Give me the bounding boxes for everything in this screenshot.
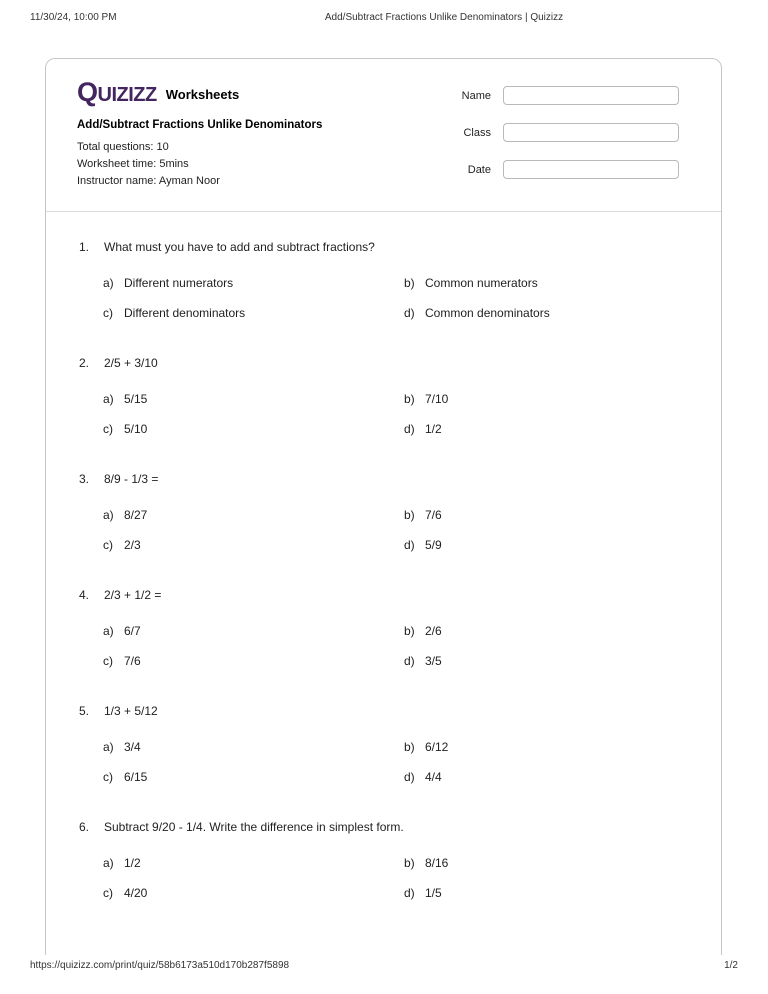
- option-letter: b): [404, 508, 415, 522]
- question-options: [103, 392, 691, 436]
- class-field-row: [443, 123, 691, 142]
- option-text: 3/4: [124, 740, 141, 754]
- print-datetime: 11/30/24, 10:00 PM: [30, 12, 117, 23]
- option-letter: d): [404, 538, 415, 552]
- question-options: [103, 276, 691, 320]
- worksheet-header: [46, 59, 721, 212]
- answer-option: [404, 508, 691, 522]
- option-letter: a): [103, 508, 114, 522]
- option-letter: d): [404, 654, 415, 668]
- option-letter: c): [103, 306, 113, 320]
- date-input[interactable]: [503, 160, 679, 179]
- answer-option: [103, 654, 404, 668]
- question-text: 8/9 - 1/3 =: [104, 472, 159, 486]
- question-options: [103, 856, 691, 900]
- question-line: [79, 356, 691, 370]
- option-text: Different denominators: [124, 306, 246, 320]
- answer-option: [103, 740, 404, 754]
- answer-option: [404, 276, 691, 290]
- answer-option: [404, 654, 691, 668]
- option-text: 1/2: [425, 422, 442, 436]
- print-document-title: Add/Subtract Fractions Unlike Denominators | Quizizz: [324, 12, 564, 23]
- answer-option: [103, 276, 404, 290]
- option-text: 1/5: [425, 886, 442, 900]
- answer-option: [103, 306, 404, 320]
- question-text: 1/3 + 5/12: [104, 704, 158, 718]
- answer-option: [404, 306, 691, 320]
- worksheet-title: Add/Subtract Fractions Unlike Denominators: [77, 119, 323, 131]
- question-block: [79, 356, 691, 436]
- name-field-row: [443, 86, 691, 105]
- question-options: [103, 508, 691, 552]
- option-letter: b): [404, 276, 415, 290]
- option-letter: c): [103, 538, 113, 552]
- question-text: 2/3 + 1/2 =: [104, 588, 162, 602]
- name-input[interactable]: [503, 86, 679, 105]
- worksheet-total-questions: Total questions: 10: [77, 141, 169, 153]
- question-line: [79, 820, 691, 834]
- answer-option: [404, 770, 691, 784]
- question-number: 1.: [79, 240, 90, 254]
- date-field-label: Date: [467, 163, 491, 176]
- option-text: 7/10: [425, 392, 449, 406]
- quizizz-logo-q: Q: [77, 77, 98, 107]
- question-line: [79, 240, 691, 254]
- option-text: 1/2: [124, 856, 141, 870]
- answer-option: [404, 422, 691, 436]
- option-text: 6/12: [425, 740, 449, 754]
- option-letter: b): [404, 624, 415, 638]
- option-letter: a): [103, 392, 114, 406]
- option-text: Common denominators: [425, 306, 550, 320]
- question-options: [103, 624, 691, 668]
- option-text: 4/20: [124, 886, 148, 900]
- answer-option: [404, 886, 691, 900]
- question-number: 4.: [79, 588, 90, 602]
- answer-option: [404, 624, 691, 638]
- question-line: [79, 704, 691, 718]
- answer-option: [103, 886, 404, 900]
- print-header: [0, 12, 768, 28]
- option-text: 5/15: [124, 392, 148, 406]
- option-text: 2/3: [124, 538, 141, 552]
- class-field-label: Class: [463, 126, 491, 139]
- question-number: 3.: [79, 472, 90, 486]
- answer-option: [103, 624, 404, 638]
- option-letter: d): [404, 306, 415, 320]
- option-text: 6/15: [124, 770, 148, 784]
- option-text: 2/6: [425, 624, 442, 638]
- student-fields: [443, 79, 691, 197]
- option-text: 8/16: [425, 856, 449, 870]
- worksheet-time: Worksheet time: 5mins: [77, 158, 189, 170]
- answer-option: [404, 392, 691, 406]
- worksheet-card: [45, 58, 722, 955]
- worksheet-meta: [77, 139, 322, 190]
- option-letter: c): [103, 422, 113, 436]
- option-letter: a): [103, 276, 114, 290]
- option-letter: b): [404, 392, 415, 406]
- answer-option: [103, 538, 404, 552]
- option-letter: c): [103, 886, 113, 900]
- option-letter: b): [404, 740, 415, 754]
- print-url: https://quizizz.com/print/quiz/58b6173a510d170b287f5898: [30, 960, 290, 971]
- question-options: [103, 740, 691, 784]
- question-block: [79, 820, 691, 900]
- option-letter: a): [103, 624, 114, 638]
- answer-option: [103, 392, 404, 406]
- answer-option: [404, 856, 691, 870]
- question-line: [79, 588, 691, 602]
- quizizz-logo: [77, 79, 157, 106]
- answer-option: [404, 740, 691, 754]
- option-text: Common numerators: [425, 276, 538, 290]
- product-label: Worksheets: [165, 87, 240, 102]
- answer-option: [103, 508, 404, 522]
- option-text: 5/9: [425, 538, 442, 552]
- option-text: 8/27: [124, 508, 148, 522]
- answer-option: [103, 422, 404, 436]
- question-text: What must you have to add and subtract fractions?: [104, 240, 375, 254]
- name-field-label: Name: [461, 89, 491, 102]
- answer-option: [404, 538, 691, 552]
- question-number: 5.: [79, 704, 90, 718]
- option-letter: c): [103, 654, 113, 668]
- quizizz-logo-rest: UIZIZZ: [97, 84, 157, 106]
- question-block: [79, 240, 691, 320]
- question-number: 2.: [79, 356, 90, 370]
- question-block: [79, 704, 691, 784]
- print-footer: [0, 960, 768, 976]
- question-block: [79, 588, 691, 668]
- option-letter: d): [404, 422, 415, 436]
- page-indicator: 1/2: [724, 960, 738, 971]
- option-letter: a): [103, 856, 114, 870]
- class-input[interactable]: [503, 123, 679, 142]
- question-number: 6.: [79, 820, 90, 834]
- question-line: [79, 472, 691, 486]
- option-text: 5/10: [124, 422, 148, 436]
- option-letter: d): [404, 770, 415, 784]
- option-text: 7/6: [425, 508, 442, 522]
- option-text: 4/4: [425, 770, 442, 784]
- option-letter: d): [404, 886, 415, 900]
- worksheet-info: [77, 79, 322, 197]
- option-letter: c): [103, 770, 113, 784]
- answer-option: [103, 770, 404, 784]
- answer-option: [103, 856, 404, 870]
- option-letter: a): [103, 740, 114, 754]
- brand-row: [77, 79, 322, 106]
- question-text: 2/5 + 3/10: [104, 356, 158, 370]
- option-letter: b): [404, 856, 415, 870]
- option-text: 7/6: [124, 654, 141, 668]
- option-text: 3/5: [425, 654, 442, 668]
- date-field-row: [443, 160, 691, 179]
- worksheet-instructor: Instructor name: Ayman Noor: [77, 175, 220, 187]
- question-text: Subtract 9/20 - 1/4. Write the difference in simplest form.: [104, 820, 404, 834]
- question-block: [79, 472, 691, 552]
- option-text: Different numerators: [124, 276, 234, 290]
- questions-list: [46, 212, 721, 900]
- option-text: 6/7: [124, 624, 141, 638]
